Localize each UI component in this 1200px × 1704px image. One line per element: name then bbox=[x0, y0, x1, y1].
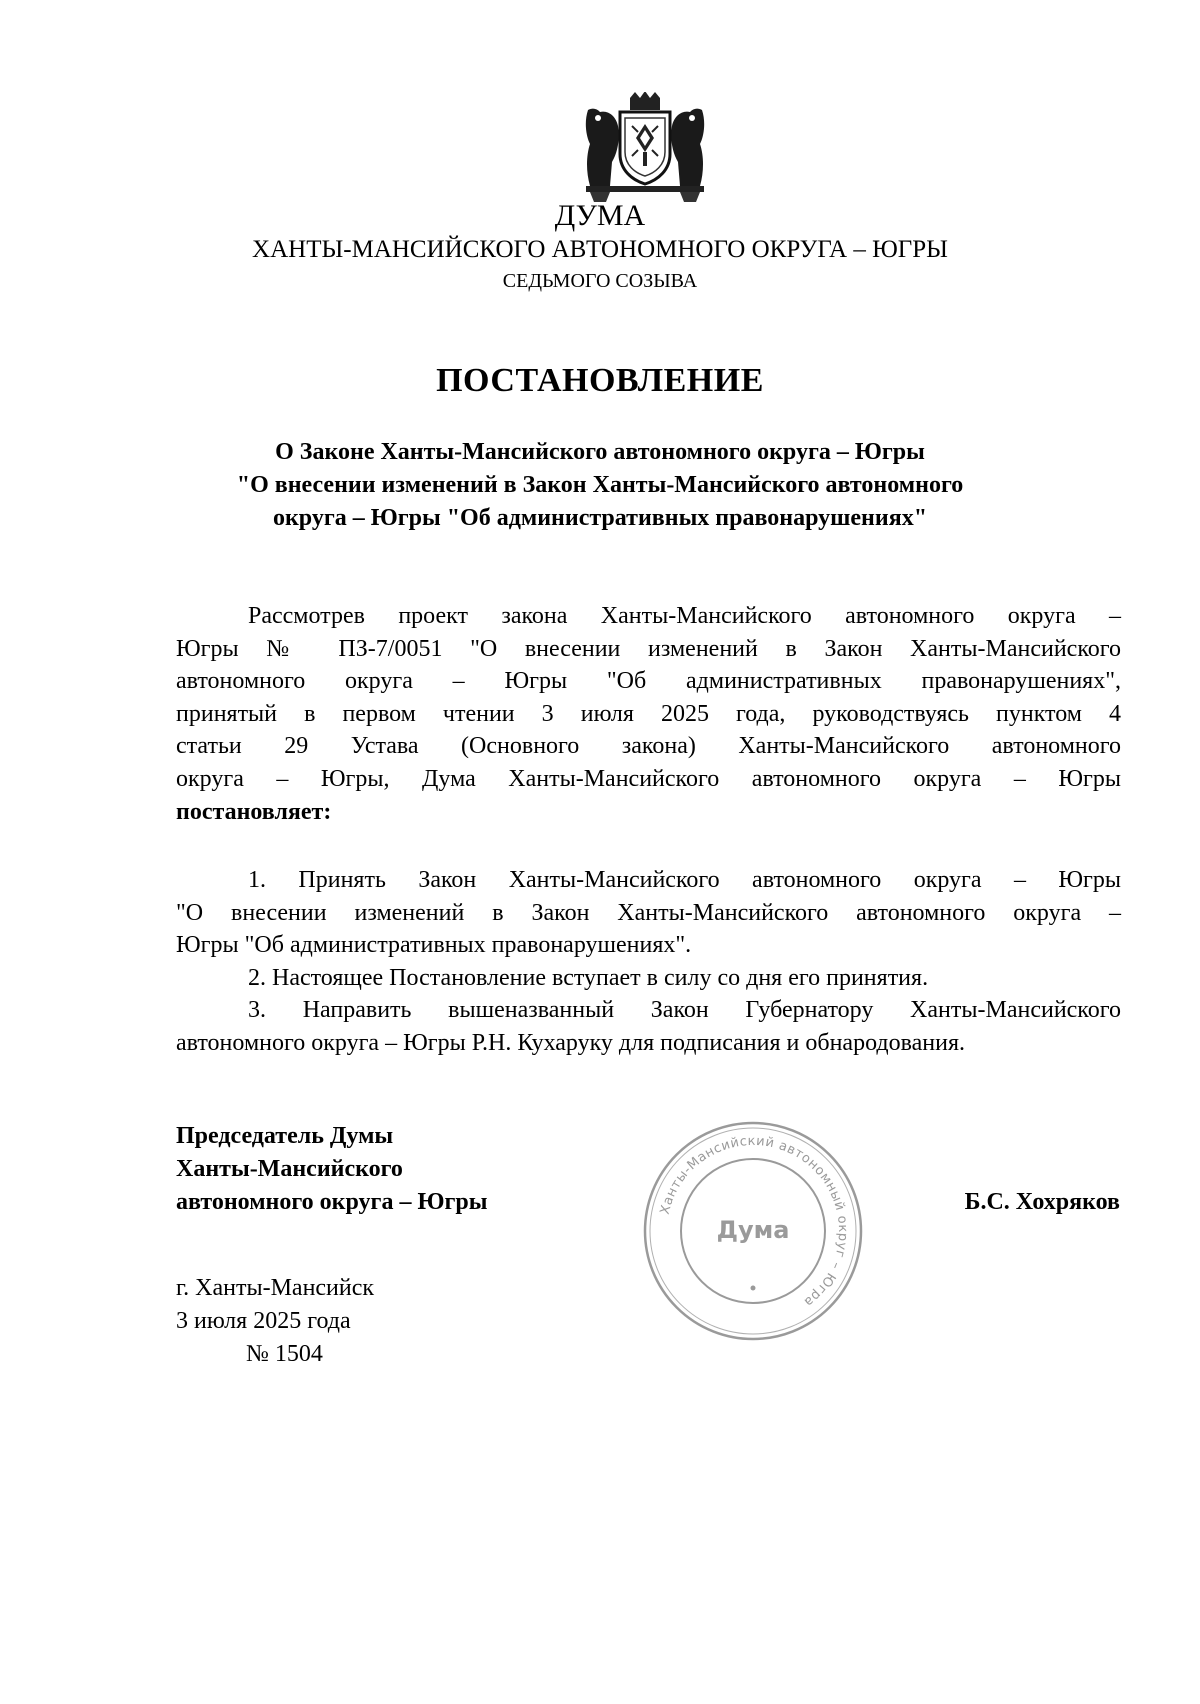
preamble-line: Югры № ПЗ-7/0051 "О внесении изменений в Закон Ханты-Мансийского bbox=[176, 635, 1121, 662]
issuer-title: ДУМА bbox=[554, 199, 646, 232]
signer-position bbox=[176, 1120, 487, 1219]
item-1-line: "О внесении изменений в Закон Ханты-Мансийского автономного округа – bbox=[176, 899, 1121, 926]
signer-position-line: Ханты-Мансийского bbox=[176, 1156, 403, 1182]
preamble-paragraph bbox=[176, 600, 1121, 828]
preamble-line: автономного округа – Югры "Об административных правонарушениях", bbox=[176, 668, 1121, 695]
svg-text:Дума: Дума bbox=[716, 1216, 790, 1244]
official-stamp bbox=[640, 1118, 866, 1344]
issuer-region: ХАНТЫ-МАНСИЙСКОГО АВТОНОМНОГО ОКРУГА – ЮГРЫ bbox=[252, 236, 948, 263]
document-subject bbox=[200, 436, 1000, 535]
khmao-coat-of-arms-icon bbox=[580, 92, 710, 204]
subject-line: "О внесении изменений в Закон Ханты-Мансийского автономного bbox=[236, 472, 964, 498]
resolution-items bbox=[176, 864, 1121, 1060]
item-2: 2. Настоящее Постановление вступает в силу со дня его принятия. bbox=[248, 964, 929, 991]
document-type-title: ПОСТАНОВЛЕНИЕ bbox=[436, 362, 764, 399]
subject-line: О Законе Ханты-Мансийского автономного округа – Югры bbox=[275, 439, 925, 465]
item-3-line: 3. Направить вышеназванный Закон Губернатору Ханты-Мансийского bbox=[248, 997, 1121, 1024]
subject-line: округа – Югры "Об административных правонарушениях" bbox=[272, 505, 928, 531]
place-and-date bbox=[176, 1272, 374, 1371]
preamble-line: статьи 29 Устава (Основного закона) Ханты-Мансийского автономного bbox=[176, 733, 1121, 760]
issue-date: 3 июля 2025 года bbox=[176, 1308, 351, 1334]
issuer-convocation: СЕДЬМОГО СОЗЫВА bbox=[502, 270, 698, 292]
document-number: № 1504 bbox=[246, 1341, 323, 1367]
signer-name: Б.С. Хохряков bbox=[964, 1189, 1120, 1215]
decision-word: постановляет: bbox=[176, 798, 332, 825]
preamble-line: принятый в первом чтении 3 июля 2025 года, руководствуясь пунктом 4 bbox=[176, 700, 1121, 727]
issue-city: г. Ханты-Мансийск bbox=[176, 1275, 375, 1301]
signer-position-line: автономного округа – Югры bbox=[176, 1189, 488, 1215]
preamble-line: округа – Югры, Дума Ханты-Мансийского автономного округа – Югры bbox=[176, 765, 1121, 792]
item-1-line: 1. Принять Закон Ханты-Мансийского автономного округа – Югры bbox=[248, 867, 1121, 893]
preamble-line: Рассмотрев проект закона Ханты-Мансийского автономного округа – bbox=[248, 603, 1121, 629]
item-1-line: Югры "Об административных правонарушениях". bbox=[176, 932, 692, 959]
item-3-line: автономного округа – Югры Р.Н. Кухаруку для подписания и обнародования. bbox=[176, 1029, 965, 1056]
signer-position-line: Председатель Думы bbox=[176, 1123, 394, 1149]
svg-text:Ханты-Мансийский автономный ок: Ханты-Мансийский автономный округ – Югра bbox=[657, 1133, 851, 1310]
